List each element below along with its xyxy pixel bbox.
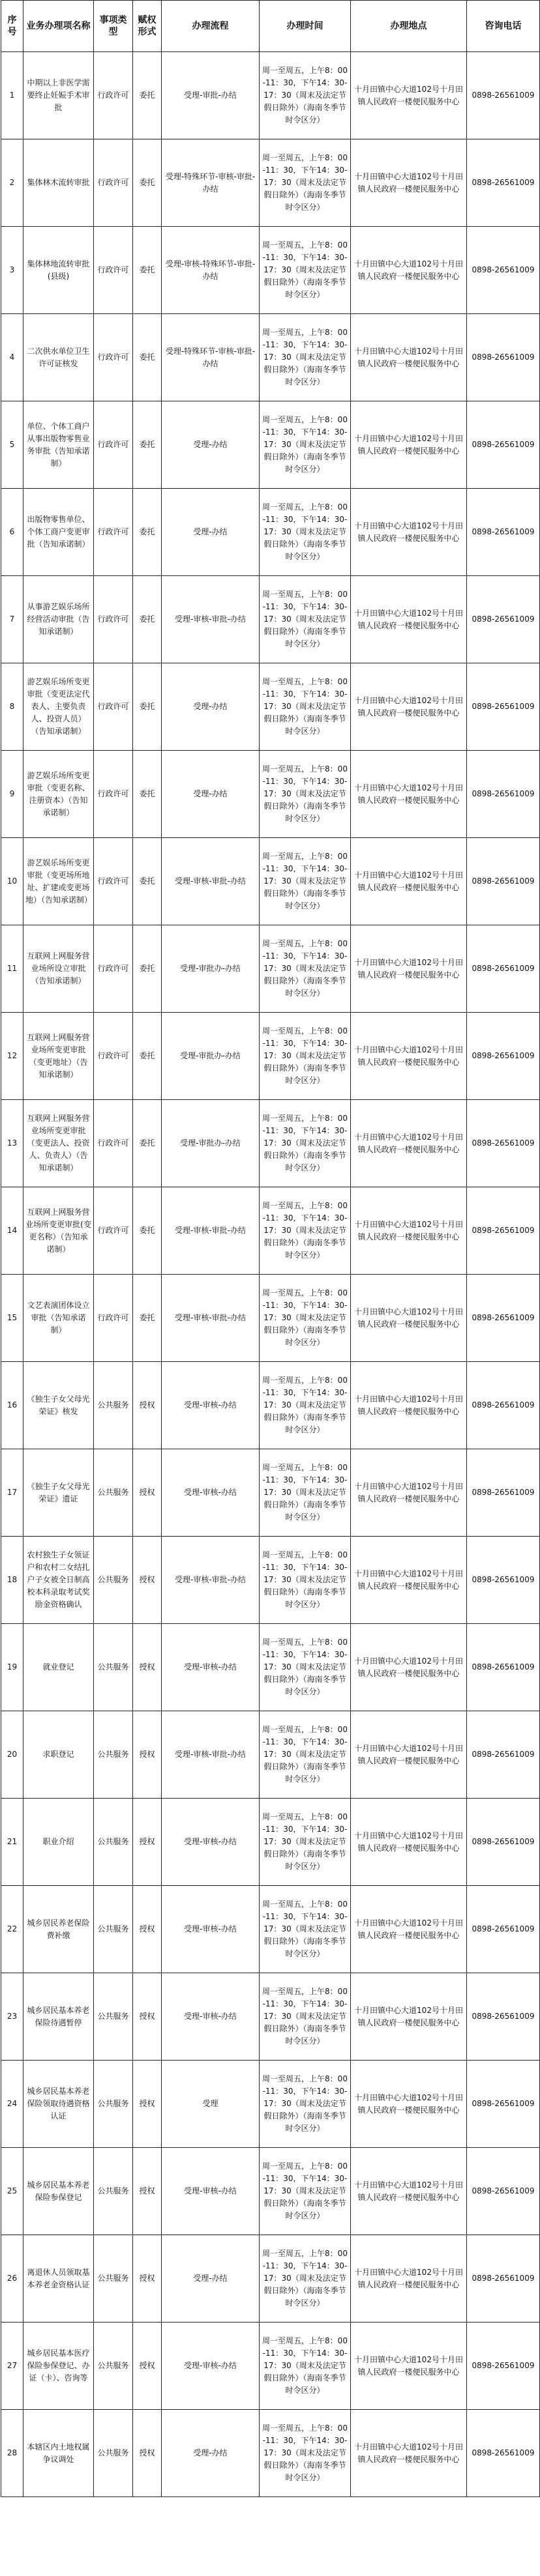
cell-type: 行政许可: [94, 314, 133, 401]
cell-mode: 委托: [133, 663, 162, 751]
cell-flow: 受理-审核-审批-办结: [162, 1711, 260, 1799]
cell-time: 周一至周五，上午8：00-11：30，下午14：30-17：30（周末及法定节假日除外）（海南冬季节时令区分）: [260, 2148, 351, 2235]
table-row: [1, 1362, 540, 1449]
cell-place: 十月田镇中心大道102号十月田镇人民政府一楼便民服务中心: [351, 1362, 467, 1449]
cell-flow: 受理-审核-办结: [162, 1449, 260, 1537]
cell-mode: 授权: [133, 1799, 162, 1886]
table-row: [1, 489, 540, 576]
cell-phone: 0898-26561009: [467, 838, 540, 925]
table-row: [1, 1711, 540, 1799]
cell-mode: 委托: [133, 314, 162, 401]
cell-phone: 0898-26561009: [467, 2235, 540, 2323]
table-row: [1, 925, 540, 1013]
cell-phone: 0898-26561009: [467, 227, 540, 314]
cell-name: 《独生子女父母光荣证》遗证: [23, 1449, 94, 1537]
cell-flow: 受理-办结: [162, 489, 260, 576]
cell-phone: 0898-26561009: [467, 1624, 540, 1711]
cell-name: 城乡居民基本医疗保险参保登记、办证（卡）、咨询等: [23, 2323, 94, 2410]
cell-mode: 授权: [133, 2410, 162, 2497]
cell-place: 十月田镇中心大道102号十月田镇人民政府一楼便民服务中心: [351, 139, 467, 227]
table-row: [1, 1187, 540, 1275]
cell-name: 游艺娱乐场所变更审批（变更场所地址、扩建或变更场地）（告知承诺制）: [23, 838, 94, 925]
cell-time: 周一至周五，上午8：00-11：30，下午14：30-17：30（周末及法定节假日除外）（海南冬季节时令区分）: [260, 1537, 351, 1624]
cell-place: 十月田镇中心大道102号十月田镇人民政府一楼便民服务中心: [351, 1799, 467, 1886]
header-phone: 咨询电话: [467, 1, 540, 52]
cell-no: 4: [1, 314, 23, 401]
cell-no: 7: [1, 576, 23, 663]
table-row: [1, 1886, 540, 1973]
table-row: [1, 838, 540, 925]
cell-time: 周一至周五，上午8：00-11：30，下午14：30-17：30（周末及法定节假日除外）（海南冬季节时令区分）: [260, 1973, 351, 2061]
cell-name: 城乡居民养老保险费补缴: [23, 1886, 94, 1973]
cell-mode: 授权: [133, 1537, 162, 1624]
cell-type: 公共服务: [94, 1973, 133, 2061]
cell-time: 周一至周五，上午8：00-11：30，下午14：30-17：30（周末及法定节假日除外）（海南冬季节时令区分）: [260, 925, 351, 1013]
cell-phone: 0898-26561009: [467, 663, 540, 751]
cell-place: 十月田镇中心大道102号十月田镇人民政府一楼便民服务中心: [351, 489, 467, 576]
cell-time: 周一至周五，上午8：00-11：30，下午14：30-17：30（周末及法定节假日除外）（海南冬季节时令区分）: [260, 663, 351, 751]
cell-place: 十月田镇中心大道102号十月田镇人民政府一楼便民服务中心: [351, 751, 467, 838]
cell-phone: 0898-26561009: [467, 1449, 540, 1537]
table-row: [1, 52, 540, 139]
cell-flow: 受理-审批办-办结: [162, 925, 260, 1013]
cell-type: 行政许可: [94, 401, 133, 489]
cell-time: 周一至周五，上午8：00-11：30，下午14：30-17：30（周末及法定节假日除外）（海南冬季节时令区分）: [260, 2410, 351, 2497]
cell-mode: 委托: [133, 1013, 162, 1100]
cell-flow: 受理-审核-办结: [162, 1624, 260, 1711]
cell-no: 12: [1, 1013, 23, 1100]
table-row: [1, 2148, 540, 2235]
cell-name: 求职登记: [23, 1711, 94, 1799]
cell-place: 十月田镇中心大道102号十月田镇人民政府一楼便民服务中心: [351, 1711, 467, 1799]
cell-name: 文艺表演团体设立审批（告知承诺制）: [23, 1275, 94, 1362]
cell-place: 十月田镇中心大道102号十月田镇人民政府一楼便民服务中心: [351, 1187, 467, 1275]
cell-mode: 委托: [133, 838, 162, 925]
cell-no: 11: [1, 925, 23, 1013]
cell-mode: 授权: [133, 2323, 162, 2410]
cell-type: 行政许可: [94, 576, 133, 663]
cell-time: 周一至周五，上午8：00-11：30，下午14：30-17：30（周末及法定节假日除外）（海南冬季节时令区分）: [260, 401, 351, 489]
cell-time: 周一至周五，上午8：00-11：30，下午14：30-17：30（周末及法定节假日除外）（海南冬季节时令区分）: [260, 1449, 351, 1537]
table-row: [1, 1799, 540, 1886]
table-row: [1, 139, 540, 227]
cell-flow: 受理-审核-审批-办结: [162, 1537, 260, 1624]
cell-type: 公共服务: [94, 1449, 133, 1537]
table-row: [1, 663, 540, 751]
cell-type: 公共服务: [94, 1799, 133, 1886]
cell-time: 周一至周五，上午8：00-11：30，下午14：30-17：30（周末及法定节假日除外）（海南冬季节时令区分）: [260, 576, 351, 663]
cell-phone: 0898-26561009: [467, 1973, 540, 2061]
table-row: [1, 1275, 540, 1362]
cell-place: 十月田镇中心大道102号十月田镇人民政府一楼便民服务中心: [351, 838, 467, 925]
cell-time: 周一至周五，上午8：00-11：30，下午14：30-17：30（周末及法定节假日除外）（海南冬季节时令区分）: [260, 1275, 351, 1362]
cell-no: 18: [1, 1537, 23, 1624]
cell-phone: 0898-26561009: [467, 2410, 540, 2497]
cell-flow: 受理-审核-办结: [162, 1886, 260, 1973]
cell-no: 9: [1, 751, 23, 838]
cell-name: 城乡居民基本养老保险领取待遇资格认证: [23, 2061, 94, 2148]
cell-name: 单位、个体工商户从事出版物零售业务审批（告知承诺制）: [23, 401, 94, 489]
cell-flow: 受理-审核-办结: [162, 1362, 260, 1449]
cell-phone: 0898-26561009: [467, 489, 540, 576]
table-row: [1, 2323, 540, 2410]
cell-place: 十月田镇中心大道102号十月田镇人民政府一楼便民服务中心: [351, 1100, 467, 1187]
cell-flow: 受理-特殊环节-审核-审批-办结: [162, 314, 260, 401]
cell-no: 17: [1, 1449, 23, 1537]
cell-flow: 受理-审核-审批-办结: [162, 1187, 260, 1275]
cell-phone: 0898-26561009: [467, 2323, 540, 2410]
cell-name: 农村独生子女领证户和农村二女结扎户子女被全日制高校本科录取考试奖励金资格确认: [23, 1537, 94, 1624]
cell-no: 5: [1, 401, 23, 489]
cell-type: 公共服务: [94, 2061, 133, 2148]
cell-place: 十月田镇中心大道102号十月田镇人民政府一楼便民服务中心: [351, 1624, 467, 1711]
cell-name: 中期以上非医学需要终止妊娠手术审批: [23, 52, 94, 139]
cell-flow: 受理-办结: [162, 401, 260, 489]
cell-phone: 0898-26561009: [467, 139, 540, 227]
cell-type: 行政许可: [94, 52, 133, 139]
cell-type: 行政许可: [94, 663, 133, 751]
cell-no: 25: [1, 2148, 23, 2235]
cell-phone: 0898-26561009: [467, 1013, 540, 1100]
cell-phone: 0898-26561009: [467, 1187, 540, 1275]
cell-no: 8: [1, 663, 23, 751]
cell-place: 十月田镇中心大道102号十月田镇人民政府一楼便民服务中心: [351, 1275, 467, 1362]
cell-time: 周一至周五，上午8：00-11：30，下午14：30-17：30（周末及法定节假日除外）（海南冬季节时令区分）: [260, 1799, 351, 1886]
cell-phone: 0898-26561009: [467, 52, 540, 139]
cell-mode: 委托: [133, 1100, 162, 1187]
cell-name: 游艺娱乐场所变更审批（变更法定代表人、主要负责人、投资人员）（告知承诺制）: [23, 663, 94, 751]
cell-flow: 受理-审核-办结: [162, 1799, 260, 1886]
cell-name: 《独生子女父母光荣证》核发: [23, 1362, 94, 1449]
cell-place: 十月田镇中心大道102号十月田镇人民政府一楼便民服务中心: [351, 227, 467, 314]
cell-name: 城乡居民基本养老保险待遇暂停: [23, 1973, 94, 2061]
cell-no: 10: [1, 838, 23, 925]
cell-no: 20: [1, 1711, 23, 1799]
cell-no: 13: [1, 1100, 23, 1187]
cell-name: 互联网上网服务营业场所设立审批（告知承诺制）: [23, 925, 94, 1013]
cell-time: 周一至周五，上午8：00-11：30，下午14：30-17：30（周末及法定节假日除外）（海南冬季节时令区分）: [260, 1711, 351, 1799]
cell-flow: 受理-审核-审批-办结: [162, 838, 260, 925]
cell-flow: 受理-审核-审批-办结: [162, 576, 260, 663]
cell-flow: 受理-办结: [162, 663, 260, 751]
cell-type: 行政许可: [94, 1275, 133, 1362]
cell-place: 十月田镇中心大道102号十月田镇人民政府一楼便民服务中心: [351, 2061, 467, 2148]
cell-no: 27: [1, 2323, 23, 2410]
cell-no: 19: [1, 1624, 23, 1711]
cell-flow: 受理-办结: [162, 2410, 260, 2497]
cell-type: 公共服务: [94, 2235, 133, 2323]
cell-place: 十月田镇中心大道102号十月田镇人民政府一楼便民服务中心: [351, 1449, 467, 1537]
cell-mode: 委托: [133, 139, 162, 227]
cell-flow: 受理-特殊环节-审核-审批-办结: [162, 139, 260, 227]
cell-mode: 委托: [133, 401, 162, 489]
table-row: [1, 1100, 540, 1187]
cell-place: 十月田镇中心大道102号十月田镇人民政府一楼便民服务中心: [351, 52, 467, 139]
cell-place: 十月田镇中心大道102号十月田镇人民政府一楼便民服务中心: [351, 401, 467, 489]
service-items-table: [1, 0, 540, 2497]
cell-phone: 0898-26561009: [467, 314, 540, 401]
cell-name: 城乡居民基本养老保险参保登记: [23, 2148, 94, 2235]
cell-place: 十月田镇中心大道102号十月田镇人民政府一楼便民服务中心: [351, 1013, 467, 1100]
cell-flow: 受理-审核-审批-办结: [162, 1275, 260, 1362]
cell-place: 十月田镇中心大道102号十月田镇人民政府一楼便民服务中心: [351, 2148, 467, 2235]
cell-time: 周一至周五，上午8：00-11：30，下午14：30-17：30（周末及法定节假日除外）（海南冬季节时令区分）: [260, 314, 351, 401]
cell-phone: 0898-26561009: [467, 1537, 540, 1624]
cell-type: 行政许可: [94, 227, 133, 314]
cell-time: 周一至周五，上午8：00-11：30，下午14：30-17：30（周末及法定节假日除外）（海南冬季节时令区分）: [260, 2235, 351, 2323]
cell-name: 集体林地流转审批(县级): [23, 227, 94, 314]
cell-type: 公共服务: [94, 1711, 133, 1799]
cell-no: 14: [1, 1187, 23, 1275]
cell-no: 1: [1, 52, 23, 139]
table-row: [1, 401, 540, 489]
cell-mode: 授权: [133, 1362, 162, 1449]
cell-name: 游艺娱乐场所变更审批（变更名称、注册资本）（告知承诺制）: [23, 751, 94, 838]
table-row: [1, 1013, 540, 1100]
cell-name: 出版物零售单位、个体工商户变更审批（告知承诺制）: [23, 489, 94, 576]
table-row: [1, 1973, 540, 2061]
cell-time: 周一至周五，上午8：00-11：30，下午14：30-17：30（周末及法定节假日除外）（海南冬季节时令区分）: [260, 1013, 351, 1100]
cell-type: 行政许可: [94, 925, 133, 1013]
cell-phone: 0898-26561009: [467, 1100, 540, 1187]
cell-no: 15: [1, 1275, 23, 1362]
cell-name: 互联网上网服务营业场所变更审批（变更地址）（告知承诺制）: [23, 1013, 94, 1100]
cell-type: 行政许可: [94, 1100, 133, 1187]
cell-name: 互联网上网服务营业场所变更审批(变更名称）（告知承诺制）: [23, 1187, 94, 1275]
cell-place: 十月田镇中心大道102号十月田镇人民政府一楼便民服务中心: [351, 576, 467, 663]
cell-mode: 授权: [133, 1886, 162, 1973]
cell-mode: 授权: [133, 2148, 162, 2235]
table-row: [1, 2235, 540, 2323]
cell-mode: 授权: [133, 2061, 162, 2148]
cell-flow: 受理-审批办-办结: [162, 1013, 260, 1100]
cell-type: 行政许可: [94, 1187, 133, 1275]
header-no: 序号: [1, 1, 23, 52]
cell-type: 行政许可: [94, 139, 133, 227]
cell-name: 集体林木流转审批: [23, 139, 94, 227]
cell-no: 16: [1, 1362, 23, 1449]
cell-type: 公共服务: [94, 1362, 133, 1449]
cell-place: 十月田镇中心大道102号十月田镇人民政府一楼便民服务中心: [351, 1537, 467, 1624]
cell-place: 十月田镇中心大道102号十月田镇人民政府一楼便民服务中心: [351, 314, 467, 401]
cell-time: 周一至周五，上午8：00-11：30，下午14：30-17：30（周末及法定节假日除外）（海南冬季节时令区分）: [260, 1362, 351, 1449]
cell-phone: 0898-26561009: [467, 925, 540, 1013]
cell-type: 行政许可: [94, 489, 133, 576]
cell-phone: 0898-26561009: [467, 2148, 540, 2235]
cell-flow: 受理: [162, 2061, 260, 2148]
cell-mode: 授权: [133, 1624, 162, 1711]
cell-mode: 委托: [133, 1275, 162, 1362]
header-flow: 办理流程: [162, 1, 260, 52]
cell-mode: 授权: [133, 1711, 162, 1799]
cell-name: 二次供水单位卫生许可证核发: [23, 314, 94, 401]
cell-phone: 0898-26561009: [467, 1275, 540, 1362]
cell-mode: 委托: [133, 227, 162, 314]
cell-mode: 委托: [133, 1187, 162, 1275]
cell-phone: 0898-26561009: [467, 1886, 540, 1973]
cell-phone: 0898-26561009: [467, 1362, 540, 1449]
cell-no: 2: [1, 139, 23, 227]
header-mode: 赋权形式: [133, 1, 162, 52]
cell-no: 28: [1, 2410, 23, 2497]
cell-type: 公共服务: [94, 1624, 133, 1711]
table-header-row: [1, 1, 540, 52]
cell-flow: 受理-审批办-办结: [162, 1100, 260, 1187]
cell-name: 本辖区内土地权属争议调处: [23, 2410, 94, 2497]
cell-time: 周一至周五，上午8：00-11：30，下午14：30-17：30（周末及法定节假日除外）（海南冬季节时令区分）: [260, 838, 351, 925]
cell-place: 十月田镇中心大道102号十月田镇人民政府一楼便民服务中心: [351, 2410, 467, 2497]
cell-time: 周一至周五，上午8：00-11：30，下午14：30-17：30（周末及法定节假日除外）（海南冬季节时令区分）: [260, 1100, 351, 1187]
cell-phone: 0898-26561009: [467, 2061, 540, 2148]
cell-type: 行政许可: [94, 751, 133, 838]
cell-no: 22: [1, 1886, 23, 1973]
table-row: [1, 227, 540, 314]
cell-no: 21: [1, 1799, 23, 1886]
cell-place: 十月田镇中心大道102号十月田镇人民政府一楼便民服务中心: [351, 2235, 467, 2323]
cell-flow: 受理-办结: [162, 751, 260, 838]
cell-flow: 受理-审核-办结: [162, 2323, 260, 2410]
cell-type: 公共服务: [94, 2148, 133, 2235]
cell-place: 十月田镇中心大道102号十月田镇人民政府一楼便民服务中心: [351, 2323, 467, 2410]
cell-time: 周一至周五，上午8：00-11：30，下午14：30-17：30（周末及法定节假日除外）（海南冬季节时令区分）: [260, 489, 351, 576]
cell-type: 公共服务: [94, 1886, 133, 1973]
cell-time: 周一至周五，上午8：00-11：30，下午14：30-17：30（周末及法定节假日除外）（海南冬季节时令区分）: [260, 1886, 351, 1973]
cell-flow: 受理-审核-办结: [162, 2148, 260, 2235]
cell-flow: 受理-办结: [162, 2235, 260, 2323]
cell-place: 十月田镇中心大道102号十月田镇人民政府一楼便民服务中心: [351, 925, 467, 1013]
cell-mode: 委托: [133, 576, 162, 663]
cell-flow: 受理-审核-办结: [162, 1973, 260, 2061]
cell-place: 十月田镇中心大道102号十月田镇人民政府一楼便民服务中心: [351, 663, 467, 751]
header-name: 业务办理项名称: [23, 1, 94, 52]
cell-name: 离退休人员领取基本养老金资格认证: [23, 2235, 94, 2323]
cell-name: 从事游艺娱乐场所经营活动审批（告知承诺制）: [23, 576, 94, 663]
table-row: [1, 2061, 540, 2148]
cell-type: 行政许可: [94, 838, 133, 925]
cell-time: 周一至周五，上午8：00-11：30，下午14：30-17：30（周末及法定节假日除外）（海南冬季节时令区分）: [260, 2061, 351, 2148]
header-place: 办理地点: [351, 1, 467, 52]
cell-time: 周一至周五，上午8：00-11：30，下午14：30-17：30（周末及法定节假日除外）（海南冬季节时令区分）: [260, 52, 351, 139]
cell-mode: 授权: [133, 1449, 162, 1537]
cell-mode: 委托: [133, 925, 162, 1013]
cell-flow: 受理-审核-特殊环节-审批-办结: [162, 227, 260, 314]
cell-type: 行政许可: [94, 1013, 133, 1100]
table-row: [1, 2410, 540, 2497]
cell-mode: 授权: [133, 2235, 162, 2323]
cell-no: 3: [1, 227, 23, 314]
cell-place: 十月田镇中心大道102号十月田镇人民政府一楼便民服务中心: [351, 1886, 467, 1973]
cell-mode: 委托: [133, 52, 162, 139]
cell-mode: 授权: [133, 1973, 162, 2061]
cell-no: 23: [1, 1973, 23, 2061]
cell-time: 周一至周五，上午8：00-11：30，下午14：30-17：30（周末及法定节假日除外）（海南冬季节时令区分）: [260, 1624, 351, 1711]
cell-type: 公共服务: [94, 1537, 133, 1624]
cell-no: 24: [1, 2061, 23, 2148]
cell-time: 周一至周五，上午8：00-11：30，下午14：30-17：30（周末及法定节假日除外）（海南冬季节时令区分）: [260, 139, 351, 227]
table-row: [1, 1449, 540, 1537]
cell-name: 就业登记: [23, 1624, 94, 1711]
cell-flow: 受理-审批-办结: [162, 52, 260, 139]
cell-place: 十月田镇中心大道102号十月田镇人民政府一楼便民服务中心: [351, 1973, 467, 2061]
table-row: [1, 1624, 540, 1711]
cell-type: 公共服务: [94, 2410, 133, 2497]
cell-phone: 0898-26561009: [467, 751, 540, 838]
cell-phone: 0898-26561009: [467, 1711, 540, 1799]
table-row: [1, 576, 540, 663]
cell-phone: 0898-26561009: [467, 401, 540, 489]
cell-time: 周一至周五，上午8：00-11：30，下午14：30-17：30（周末及法定节假日除外）（海南冬季节时令区分）: [260, 751, 351, 838]
cell-no: 6: [1, 489, 23, 576]
cell-time: 周一至周五，上午8：00-11：30，下午14：30-17：30（周末及法定节假日除外）（海南冬季节时令区分）: [260, 1187, 351, 1275]
table-row: [1, 751, 540, 838]
table-row: [1, 1537, 540, 1624]
cell-phone: 0898-26561009: [467, 1799, 540, 1886]
header-time: 办理时间: [260, 1, 351, 52]
cell-phone: 0898-26561009: [467, 576, 540, 663]
cell-mode: 委托: [133, 489, 162, 576]
cell-time: 周一至周五，上午8：00-11：30，下午14：30-17：30（周末及法定节假日除外）（海南冬季节时令区分）: [260, 227, 351, 314]
cell-mode: 委托: [133, 751, 162, 838]
cell-no: 26: [1, 2235, 23, 2323]
cell-type: 公共服务: [94, 2323, 133, 2410]
header-type: 事项类型: [94, 1, 133, 52]
table-row: [1, 314, 540, 401]
cell-name: 互联网上网服务营业场所变更审批（变更法人、投资人、负责人）（告知承诺制）: [23, 1100, 94, 1187]
cell-time: 周一至周五，上午8：00-11：30，下午14：30-17：30（周末及法定节假日除外）（海南冬季节时令区分）: [260, 2323, 351, 2410]
cell-name: 职业介绍: [23, 1799, 94, 1886]
